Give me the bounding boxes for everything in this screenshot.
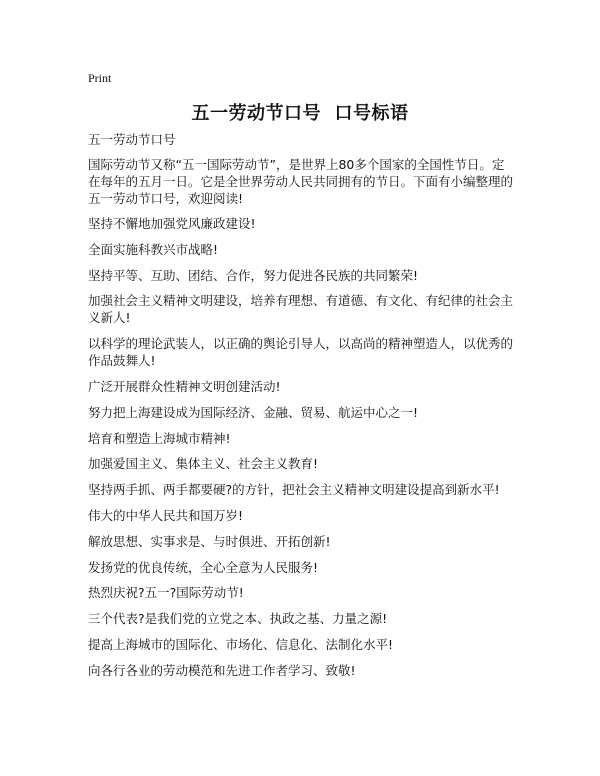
slogan-item: 伟大的中华人民共和国万岁!	[88, 507, 244, 523]
slogan-item: 培育和塑造上海城市精神!	[88, 430, 231, 446]
slogan-item: 加强爱国主义、集体主义、社会主义教育!	[88, 456, 319, 472]
slogan-item: 以科学的理论武装人，以正确的舆论引导人，以高尚的精神塑造人，以优秀的作品鼓舞人!	[88, 336, 514, 369]
slogan-item: 努力把上海建设成为国际经济、金融、贸易、航运中心之一!	[88, 404, 419, 420]
slogan-item: 向各行各业的劳动模范和先进工作者学习、致敬!	[88, 662, 356, 678]
slogan-item: 坚持平等、互助、团结、合作，努力促进各民族的共同繁荣!	[88, 267, 419, 283]
slogan-item: 提高上海城市的国际化、市场化、信息化、法制化水平!	[88, 636, 394, 652]
slogan-item: 解放思想、实事求是、与时俱进、开拓创新!	[88, 533, 331, 549]
article-subtitle: 五一劳动节口号	[88, 132, 176, 147]
slogan-item: 坚持不懈地加强党风廉政建设!	[88, 216, 256, 231]
intro-paragraph: 国际劳动节又称“五一国际劳动节”，是世界上80多个国家的全国性节日。定在每年的五月一日。它是全世界劳动人民共同拥有的节日。下面有小编整理的五一劳动节口号，欢迎阅读!	[88, 157, 514, 206]
slogan-item: 坚持两手抓、两手都要硬?的方针，把社会主义精神文明建设提高到新水平!	[88, 482, 500, 498]
slogan-item: 加强社会主义精神文明建设，培养有理想、有道德、有文化、有纪律的社会主义新人!	[88, 293, 514, 326]
print-link[interactable]: Print	[88, 71, 112, 85]
slogan-item: 发扬党的优良传统，全心全意为人民服务!	[88, 559, 319, 575]
slogan-item: 热烈庆祝?五一?国际劳动节!	[88, 585, 244, 601]
page-title: 五一劳动节口号 口号标语	[191, 103, 409, 124]
slogan-item: 三个代表?是我们党的立党之本、执政之基、力量之源!	[88, 611, 388, 627]
slogan-item: 广泛开展群众性精神文明创建活动!	[88, 378, 281, 394]
slogan-item: 全面实施科教兴市战略!	[88, 241, 219, 257]
article-body	[88, 131, 516, 688]
